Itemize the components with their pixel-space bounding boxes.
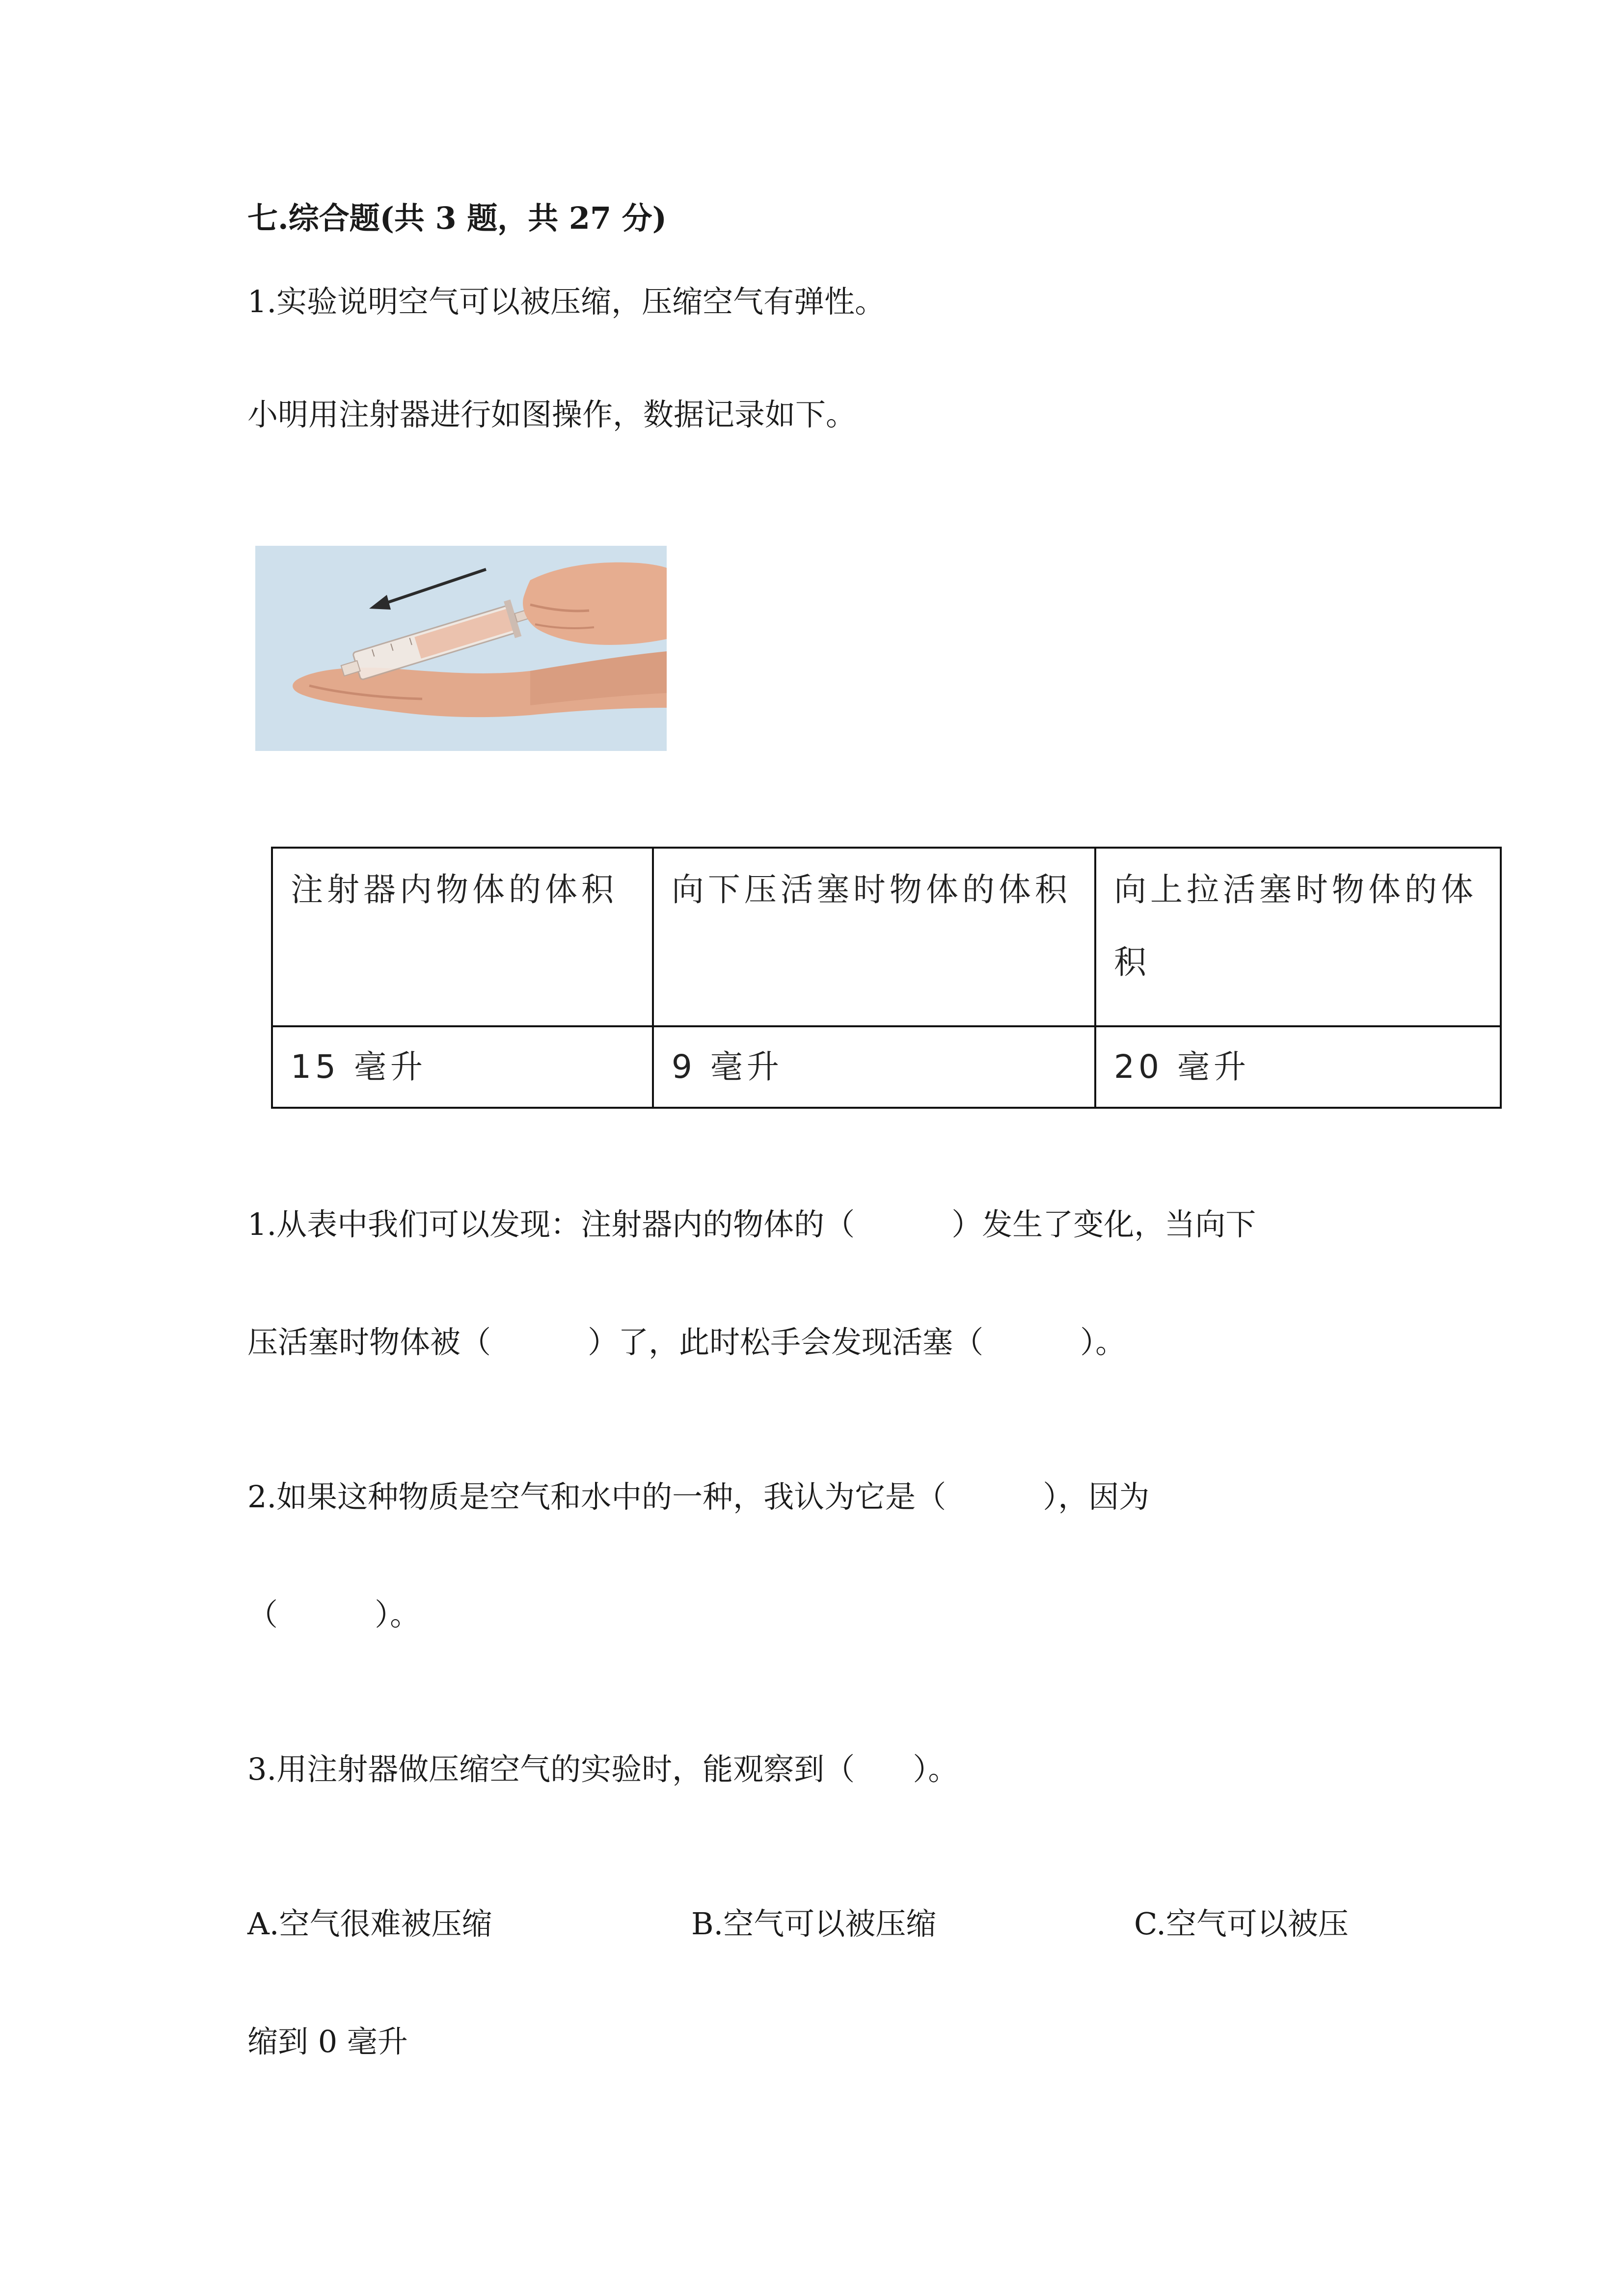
table-cell: 20 毫升 (1095, 1026, 1501, 1108)
option-c-continued: 缩到 0 毫升 (247, 2024, 408, 2059)
option-a: A.空气很难被压缩 (247, 1906, 492, 1942)
sub-question-1-line-2: 压活塞时物体被（ ）了，此时松手会发现活塞（ ）。 (247, 1324, 1126, 1360)
section-title: 七.综合题(共 3 题，共 27 分) (247, 200, 667, 236)
table-cell: 9 毫升 (653, 1026, 1095, 1108)
volume-data-table (271, 847, 1502, 1109)
question-1-context: 小明用注射器进行如图操作，数据记录如下。 (247, 397, 857, 432)
sub-question-2-line-2: （ ）。 (247, 1597, 421, 1632)
option-c: C.空气可以被压 (1134, 1906, 1349, 1942)
table-header-row (272, 848, 1501, 1026)
sub-question-1-line-1: 1.从表中我们可以发现：注射器内的物体的（ ）发生了变化，当向下 (247, 1206, 1256, 1242)
question-1-intro: 1.实验说明空气可以被压缩，压缩空气有弹性。 (247, 284, 886, 320)
syringe-experiment-photo (255, 546, 667, 751)
table-cell: 15 毫升 (272, 1026, 653, 1108)
option-b: B.空气可以被压缩 (691, 1906, 937, 1942)
syringe-hand-illustration (255, 546, 667, 751)
table-header-cell: 注射器内物体的体积 (272, 848, 653, 1026)
table-header-cell: 向上拉活塞时物体的体积 (1095, 848, 1501, 1026)
table-row (272, 1026, 1501, 1108)
table-header-cell: 向下压活塞时物体的体积 (653, 848, 1095, 1026)
sub-question-3: 3.用注射器做压缩空气的实验时，能观察到（ ）。 (247, 1751, 959, 1787)
sub-question-2-line-1: 2.如果这种物质是空气和水中的一种，我认为它是（ ），因为 (247, 1479, 1150, 1515)
